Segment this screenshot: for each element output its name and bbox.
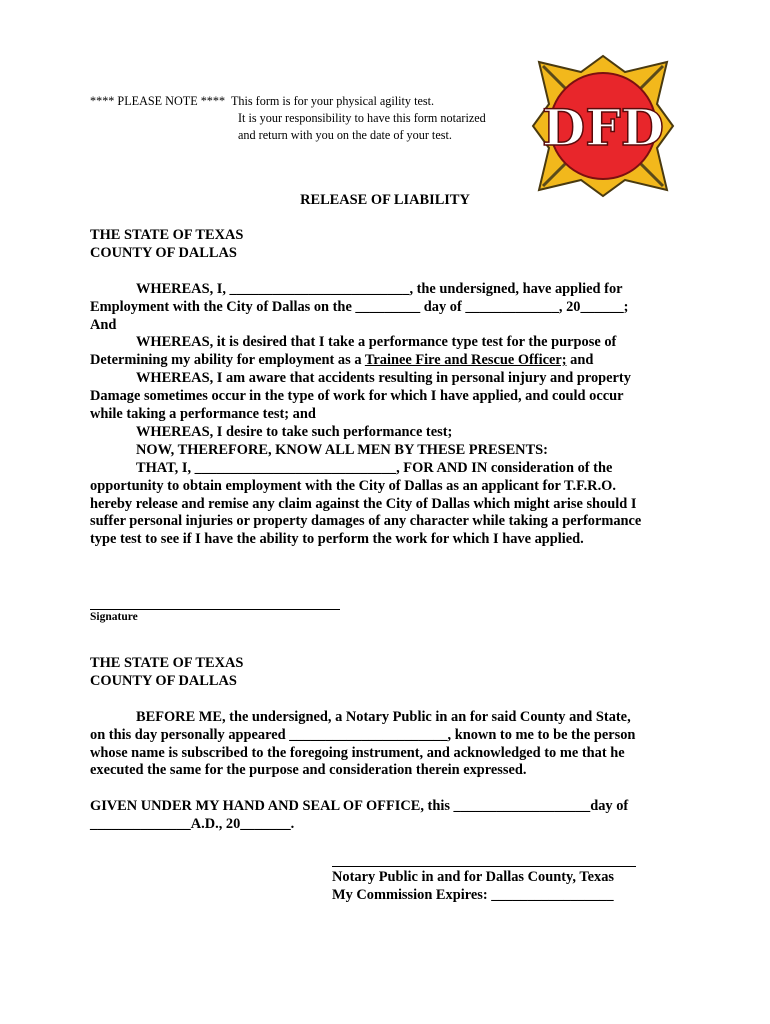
state-heading: THE STATE OF TEXAS [90, 227, 244, 243]
given-line-2: ______________A.D., 20_______. [90, 816, 295, 833]
now-therefore-line: NOW, THEREFORE, KNOW ALL MEN BY THESE PRESENTS: [136, 441, 548, 458]
note-line-1: This form is for your physical agility test. [230, 94, 435, 108]
dallas-fire-department-logo [527, 50, 679, 202]
position-title: Trainee Fire and Rescue Officer; [364, 352, 567, 369]
state-heading-2: THE STATE OF TEXAS [90, 655, 244, 671]
whereas-3-line-3: while taking a performance test; and [90, 406, 316, 423]
whereas-3-line-2: Damage sometimes occur in the type of work for which I have applied, and could occur [90, 388, 624, 405]
release-line-5: type test to see if I have the ability to perform the work for which I have applied. [90, 531, 584, 548]
whereas-2-line-2: Determining my ability for employment as a Trainee Fire and Rescue Officer; and [90, 352, 594, 369]
notary-block [332, 866, 636, 904]
before-me-line-1: BEFORE ME, the undersigned, a Notary Public in an for said County and State, [136, 708, 631, 725]
note-line-3: and return with you on the date of your test. [238, 128, 452, 142]
county-heading: COUNTY OF DALLAS [90, 244, 237, 261]
before-me-line-4: executed the same for the purpose and consideration therein expressed. [90, 762, 527, 779]
agility-test-note [90, 93, 486, 144]
release-section [90, 227, 690, 549]
notary-signature-line[interactable] [332, 866, 636, 867]
county-heading-2: COUNTY OF DALLAS [90, 672, 237, 689]
whereas-1-line-1: WHEREAS, I, _________________________, the undersigned, have applied for [136, 280, 623, 297]
before-me-line-3: whose name is subscribed to the foregoing instrument, and acknowledged to me that he [90, 744, 625, 761]
note-lead: **** PLEASE NOTE **** [90, 94, 226, 108]
logo-letters: DFD [541, 98, 665, 157]
release-line-3: hereby release and remise any claim against the City of Dallas which might arise should I [90, 495, 637, 512]
signature-label: Signature [90, 611, 138, 623]
whereas-1-line-2: Employment with the City of Dallas on the _________ day of _____________, 20______; [90, 298, 629, 315]
document-title: RELEASE OF LIABILITY [300, 192, 470, 208]
release-line-1: THAT, I, ____________________________, FOR AND IN consideration of the [136, 459, 613, 476]
release-line-4: suffer personal injuries or property damages of any character while taking a performance [90, 513, 642, 530]
whereas-1-line-3: And [90, 316, 117, 333]
whereas-4-line-1: WHEREAS, I desire to take such performance test; [136, 423, 453, 440]
notary-title: Notary Public in and for Dallas County, Texas [332, 869, 614, 885]
before-me-line-2: on this day personally appeared ______________________, known to me to be the person [90, 726, 636, 743]
note-line-2: It is your responsibility to have this form notarized [238, 111, 486, 125]
whereas-3-line-1: WHEREAS, I am aware that accidents resulting in personal injury and property [136, 370, 631, 387]
given-line-1: GIVEN UNDER MY HAND AND SEAL OF OFFICE, this ___________________day of [90, 798, 629, 815]
signature-line[interactable] [90, 609, 340, 610]
release-line-2: opportunity to obtain employment with the City of Dallas as an applicant for T.F.R.O. [90, 477, 616, 494]
notary-section [90, 655, 690, 834]
commission-expires: My Commission Expires: _________________ [332, 887, 614, 903]
whereas-2-line-1: WHEREAS, it is desired that I take a performance type test for the purpose of [136, 334, 617, 351]
